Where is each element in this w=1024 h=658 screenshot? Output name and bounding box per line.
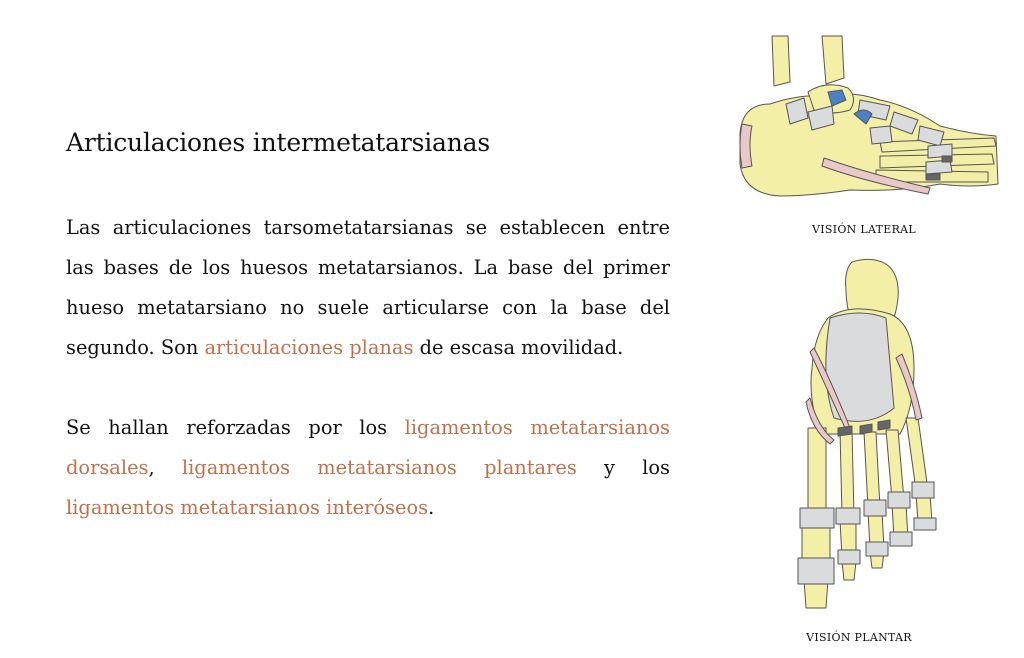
highlight-articulaciones-planas: articulaciones planas — [204, 336, 414, 359]
paragraph-text: de escasa movilidad. — [413, 336, 624, 359]
paragraph-text: . — [428, 496, 435, 519]
paragraph-text: Se hallan reforzadas por los — [66, 416, 405, 439]
foot-plantar-illustration — [790, 258, 946, 614]
caption-vision-plantar: VISIÓN PLANTAR — [806, 631, 912, 644]
highlight-ligamentos-plantares: ligamentos metatarsianos plantares — [181, 456, 577, 479]
caption-vision-lateral: VISIÓN LATERAL — [811, 223, 917, 236]
paragraph-text: Las articulaciones tarsometatarsianas se establecen entre las bases de los huesos metatarsianos. La base del primer hueso metatarsiano no suele articularse con la base del segundo. Son — [66, 216, 670, 359]
paragraph-ligaments — [66, 408, 670, 528]
highlight-ligamentos-dorsales: ligamentos metatarsianos dorsales — [66, 416, 670, 479]
foot-lateral-illustration — [730, 34, 1002, 202]
paragraph-text: , — [148, 456, 182, 479]
highlight-ligamentos-interoseos: ligamentos metatarsianos interóseos — [66, 496, 429, 519]
paragraph-text: y los — [576, 456, 671, 479]
paragraph-description — [66, 208, 670, 368]
page-title: Articulaciones intermetatarsianas — [66, 128, 490, 157]
